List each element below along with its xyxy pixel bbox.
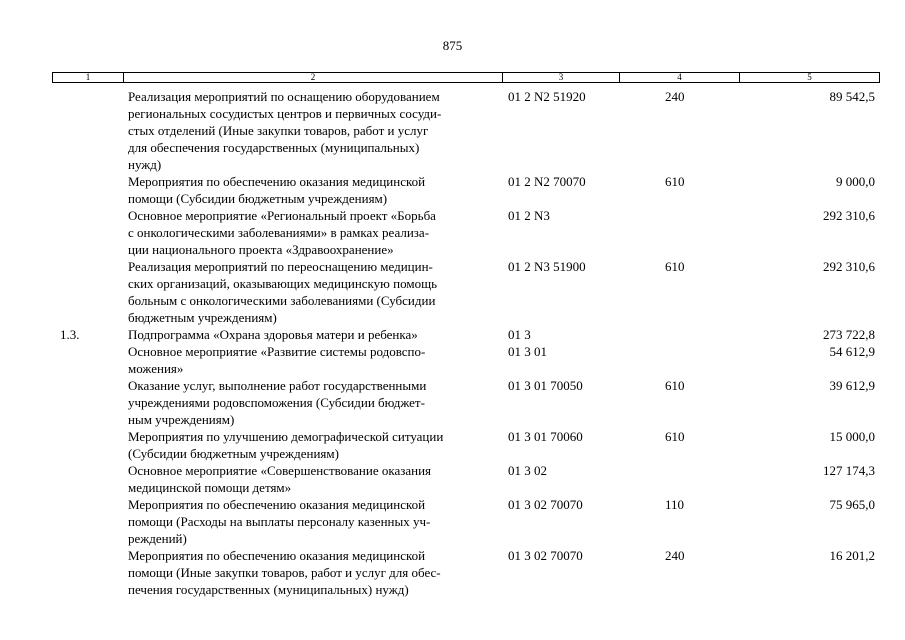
row-amount: 16 201,2 <box>829 548 875 563</box>
table-row <box>0 173 905 207</box>
description-line: можения» <box>128 361 184 376</box>
table-row <box>0 428 905 462</box>
row-description <box>128 547 441 598</box>
description-line: Реализация мероприятий по переоснащению медицин- <box>128 259 433 274</box>
header-col-4: 4 <box>620 73 740 82</box>
row-amount: 39 612,9 <box>829 378 875 393</box>
row-code: 01 2 N2 51920 <box>508 89 586 104</box>
description-line: ным учреждениям) <box>128 412 235 427</box>
header-col-3: 3 <box>503 73 620 82</box>
description-line: Основное мероприятие «Региональный проект «Борьба <box>128 208 436 223</box>
description-line: помощи (Расходы на выплаты персоналу казенных уч- <box>128 514 431 529</box>
row-description <box>128 496 430 547</box>
row-description <box>128 326 418 343</box>
description-line: Подпрограмма «Охрана здоровья матери и ребенка» <box>128 327 418 342</box>
row-description <box>128 258 437 326</box>
description-line: Мероприятия по обеспечению оказания медицинской <box>128 174 426 189</box>
description-line: Оказание услуг, выполнение работ государственными <box>128 378 427 393</box>
row-description <box>128 377 426 428</box>
description-line: с онкологическими заболеваниями» в рамках реализа- <box>128 225 430 240</box>
row-expense-type: 240 <box>665 89 685 104</box>
table-header <box>52 72 880 83</box>
row-expense-type: 610 <box>665 174 685 189</box>
row-code: 01 3 01 70060 <box>508 429 583 444</box>
description-line: печения государственных (муниципальных) нужд) <box>128 582 409 597</box>
description-line: Основное мероприятие «Развитие системы родовспо- <box>128 344 426 359</box>
row-expense-type: 110 <box>665 497 685 512</box>
description-line: реждений) <box>128 531 187 546</box>
description-line: стых отделений (Иные закупки товаров, работ и услуг <box>128 123 429 138</box>
page-number: 875 <box>442 38 463 53</box>
row-amount: 292 310,6 <box>823 208 875 223</box>
description-line: ских организаций, оказывающих медицинскую помощь <box>128 276 438 291</box>
row-description <box>128 343 425 377</box>
row-description <box>128 88 441 173</box>
row-code: 01 2 N3 <box>508 208 550 223</box>
row-expense-type: 610 <box>665 259 685 274</box>
table-row <box>0 462 905 496</box>
table-row <box>0 88 905 173</box>
row-amount: 273 722,8 <box>823 327 875 342</box>
row-amount: 75 965,0 <box>829 497 875 512</box>
row-description <box>128 173 425 207</box>
header-col-2: 2 <box>124 73 503 82</box>
description-line: региональных сосудистых центров и первичных сосуди- <box>128 106 442 121</box>
row-code: 01 2 N2 70070 <box>508 174 586 189</box>
row-amount: 292 310,6 <box>823 259 875 274</box>
table-row <box>0 496 905 547</box>
row-description <box>128 462 431 496</box>
description-line: нужд) <box>128 157 162 172</box>
row-description <box>128 428 443 462</box>
table-row <box>0 343 905 377</box>
row-expense-type: 610 <box>665 378 685 393</box>
description-line: помощи (Субсидии бюджетным учреждениям) <box>128 191 388 206</box>
row-code: 01 3 <box>508 327 531 342</box>
row-expense-type: 610 <box>665 429 685 444</box>
row-expense-type: 240 <box>665 548 685 563</box>
row-description <box>128 207 436 258</box>
description-line: Мероприятия по обеспечению оказания медицинской <box>128 497 426 512</box>
description-line: ции национального проекта «Здравоохранение» <box>128 242 394 257</box>
row-amount: 54 612,9 <box>829 344 875 359</box>
description-line: медицинской помощи детям» <box>128 480 292 495</box>
description-line: помощи (Иные закупки товаров, работ и услуг для обес- <box>128 565 441 580</box>
row-amount: 15 000,0 <box>829 429 875 444</box>
row-code: 01 3 02 70070 <box>508 497 583 512</box>
row-code: 01 3 01 <box>508 344 547 359</box>
table-row <box>0 326 905 343</box>
table-row <box>0 547 905 598</box>
description-line: Мероприятия по обеспечению оказания медицинской <box>128 548 426 563</box>
table-row <box>0 377 905 428</box>
header-col-5: 5 <box>807 72 812 82</box>
table-row <box>0 207 905 258</box>
header-col-1: 1 <box>53 73 124 82</box>
description-line: для обеспечения государственных (муниципальных) <box>128 140 420 155</box>
row-number: 1.3. <box>60 327 80 342</box>
description-line: (Субсидии бюджетным учреждениям) <box>128 446 339 461</box>
table-row <box>0 258 905 326</box>
row-amount: 89 542,5 <box>829 89 875 104</box>
row-amount: 9 000,0 <box>836 174 875 189</box>
description-line: Реализация мероприятий по оснащению оборудованием <box>128 89 440 104</box>
row-code: 01 3 02 <box>508 463 547 478</box>
description-line: Мероприятия по улучшению демографической ситуации <box>128 429 444 444</box>
description-line: Основное мероприятие «Совершенствование оказания <box>128 463 432 478</box>
row-code: 01 2 N3 51900 <box>508 259 586 274</box>
description-line: больным с онкологическими заболеваниями (Субсидии <box>128 293 436 308</box>
row-code: 01 3 02 70070 <box>508 548 583 563</box>
row-amount: 127 174,3 <box>823 463 875 478</box>
row-code: 01 3 01 70050 <box>508 378 583 393</box>
description-line: бюджетным учреждениям) <box>128 310 277 325</box>
description-line: учреждениями родовспоможения (Субсидии бюджет- <box>128 395 425 410</box>
